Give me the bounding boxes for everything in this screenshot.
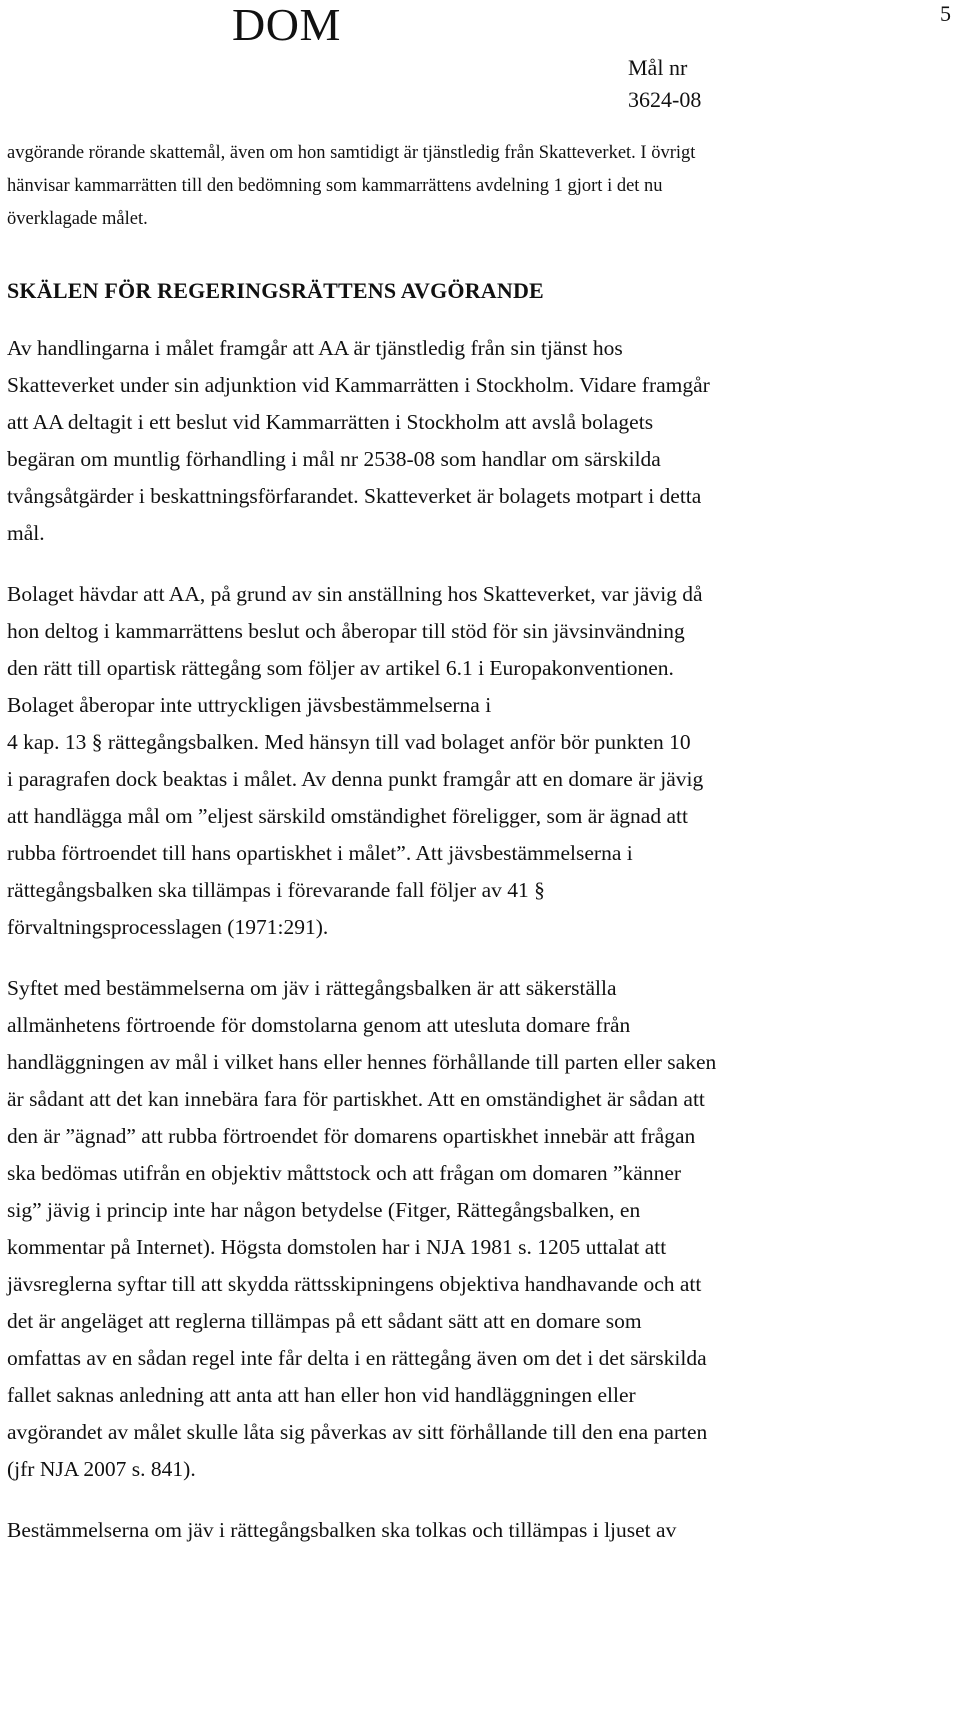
- text-line: (jfr NJA 2007 s. 841).: [7, 1457, 196, 1481]
- text-line: tvångsåtgärder i beskattningsförfarandet. Skatteverket är bolagets motpart i detta: [7, 484, 702, 508]
- text-line: avgörande rörande skattemål, även om hon samtidigt är tjänstledig från Skatteverket. I övrigt: [7, 143, 696, 163]
- page-number: 5: [940, 1, 951, 26]
- text-line: Bolaget åberopar inte uttryckligen jävsbestämmelserna i: [7, 693, 492, 717]
- case-number: 3624-08: [628, 87, 702, 112]
- text-line: avgörandet av målet skulle låta sig påverkas av sitt förhållande till den ena parten: [7, 1420, 708, 1444]
- text-line: 4 kap. 13 § rättegångsbalken. Med hänsyn till vad bolaget anför bör punkten 10: [7, 730, 691, 754]
- text-line: Bestämmelserna om jäv i rättegångsbalken ska tolkas och tillämpas i ljuset av: [7, 1518, 677, 1542]
- text-line: allmänhetens förtroende för domstolarna genom att utesluta domare från: [7, 1013, 631, 1037]
- paragraph-3: [7, 970, 957, 1488]
- text-line: begäran om muntlig förhandling i mål nr 2538-08 som handlar om särskilda: [7, 447, 661, 471]
- text-line: rubba förtroendet till hans opartiskhet i målet”. Att jävsbestämmelserna i: [7, 841, 633, 865]
- paragraph-2: [7, 576, 957, 946]
- document-title: DOM: [232, 0, 341, 50]
- text-line: Bolaget hävdar att AA, på grund av sin anställning hos Skatteverket, var jävig då: [7, 582, 703, 606]
- text-line: Skatteverket under sin adjunktion vid Kammarrätten i Stockholm. Vidare framgår: [7, 373, 710, 397]
- section-heading: SKÄLEN FÖR REGERINGSRÄTTENS AVGÖRANDE: [7, 278, 544, 303]
- text-line: rättegångsbalken ska tillämpas i förevarande fall följer av 41 §: [7, 878, 545, 902]
- text-line: jävsreglerna syftar till att skydda rättsskipningens objektiva handhavande och att: [7, 1272, 702, 1296]
- text-line: att handlägga mål om ”eljest särskild omständighet föreligger, som är ägnad att: [7, 804, 688, 828]
- text-line: hänvisar kammarrätten till den bedömning som kammarrättens avdelning 1 gjort i det nu: [7, 176, 663, 196]
- text-line: hon deltog i kammarrättens beslut och åberopar till stöd för sin jävsinvändning: [7, 619, 685, 643]
- text-line: Av handlingarna i målet framgår att AA är tjänstledig från sin tjänst hos: [7, 336, 623, 360]
- intro-paragraph: [7, 137, 957, 236]
- case-number-label: Mål nr: [628, 55, 688, 80]
- text-line: överklagade målet.: [7, 209, 148, 229]
- text-line: Syftet med bestämmelserna om jäv i rättegångsbalken är att säkerställa: [7, 976, 617, 1000]
- text-line: i paragrafen dock beaktas i målet. Av denna punkt framgår att en domare är jävig: [7, 767, 704, 791]
- text-line: är sådant att det kan innebära fara för partiskhet. Att en omständighet är sådan att: [7, 1087, 705, 1111]
- text-line: att AA deltagit i ett beslut vid Kammarrätten i Stockholm att avslå bolagets: [7, 410, 654, 434]
- document-body: [7, 137, 957, 1549]
- text-line: omfattas av en sådan regel inte får delta i en rättegång även om det i det särskilda: [7, 1346, 707, 1370]
- paragraph-1: [7, 330, 957, 552]
- text-line: det är angeläget att reglerna tillämpas på ett sådant sätt att en domare som: [7, 1309, 642, 1333]
- text-line: ska bedömas utifrån en objektiv måttstock och att frågan om domaren ”känner: [7, 1161, 682, 1185]
- text-line: förvaltningsprocesslagen (1971:291).: [7, 915, 329, 939]
- text-line: den rätt till opartisk rättegång som följer av artikel 6.1 i Europakonventionen.: [7, 656, 674, 680]
- text-line: den är ”ägnad” att rubba förtroendet för domarens opartiskhet innebär att frågan: [7, 1124, 696, 1148]
- text-line: mål.: [7, 521, 45, 545]
- paragraph-4: [7, 1512, 957, 1549]
- text-line: sig” jävig i princip inte har någon betydelse (Fitger, Rättegångsbalken, en: [7, 1198, 641, 1222]
- text-line: handläggningen av mål i vilket hans eller hennes förhållande till parten eller saken: [7, 1050, 717, 1074]
- text-line: fallet saknas anledning att anta att han eller hon vid handläggningen eller: [7, 1383, 636, 1407]
- text-line: kommentar på Internet). Högsta domstolen har i NJA 1981 s. 1205 uttalat att: [7, 1235, 667, 1259]
- case-number-block: [628, 52, 701, 116]
